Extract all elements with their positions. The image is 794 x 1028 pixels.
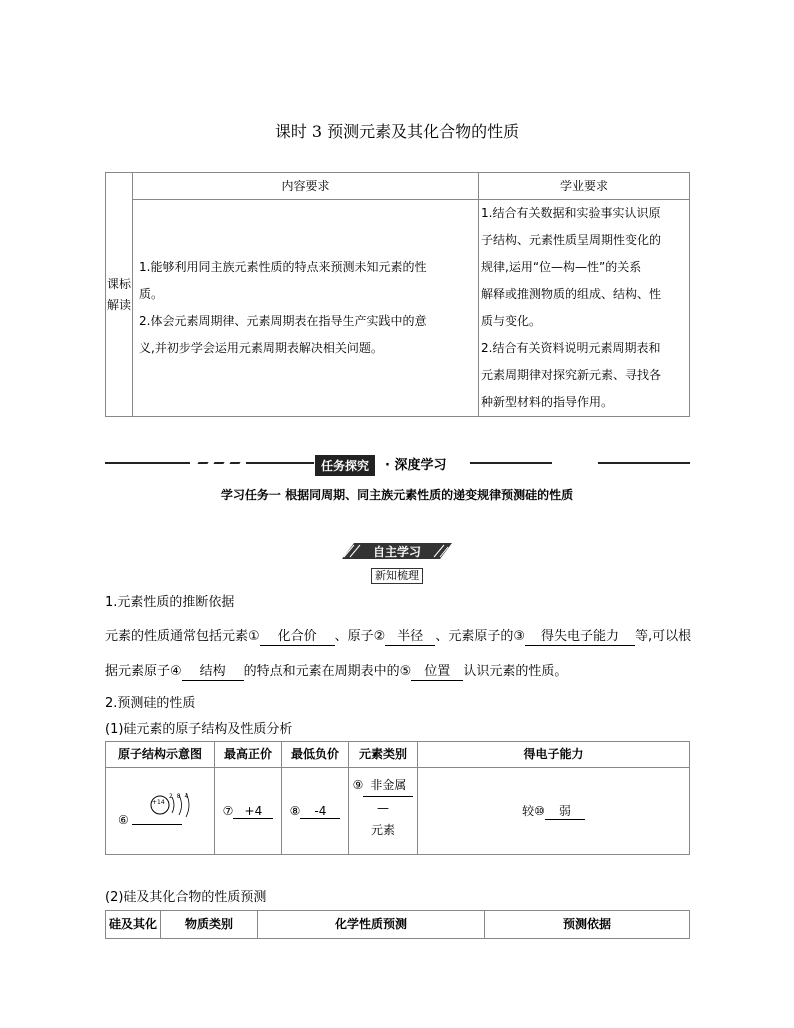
blank-number: ⑦ — [222, 803, 234, 818]
text: 元素的性质通常包括元素① — [105, 629, 260, 644]
academic-line: 种新型材料的指导作用。 — [481, 395, 614, 409]
max-valence-cell — [215, 768, 282, 855]
text: 、原子② — [334, 629, 386, 644]
side-label: 课标解读 — [106, 276, 131, 312]
page-title: 课时 3 预测元素及其化合物的性质 — [274, 122, 520, 141]
banner-subtitle: · 深度学习 — [385, 458, 447, 473]
col-header: 原子结构示意图 — [106, 742, 215, 768]
col-header: 元素类别 — [349, 742, 418, 768]
banner-box: 任务探究 — [315, 455, 375, 476]
blank-answer: 半径 — [385, 629, 435, 646]
blank-answer: 弱 — [545, 802, 585, 820]
electron-gain-cell — [418, 768, 690, 855]
content-line: 质。 — [139, 287, 164, 301]
blank-answer: 位置 — [411, 664, 463, 681]
new-knowledge-tag: 新知梳理 — [371, 568, 423, 584]
col-header: 最高正价 — [215, 742, 282, 768]
text: 、元素原子的③ — [435, 629, 525, 644]
col-header: 硅及其化 — [106, 911, 161, 939]
blank-answer: 结构 — [182, 664, 244, 681]
academic-line: 质与变化。 — [481, 314, 542, 328]
content-line: 义,并初步学会运用元素周期表解决相关问题。 — [139, 341, 383, 355]
col-header: 得电子能力 — [418, 742, 690, 768]
academic-line: 子结构、元素性质呈周期性变化的 — [481, 233, 662, 247]
section2-sub2: (2)硅及其化合物的性质预测 — [105, 890, 267, 905]
blank-number: ⑧ — [289, 803, 301, 818]
col-header: 预测依据 — [485, 911, 690, 939]
side-label-cell — [106, 173, 133, 417]
academic-line: 元素周期律对探究新元素、寻找各 — [481, 368, 662, 382]
section1-heading: 1.元素性质的推断依据 — [105, 595, 235, 610]
banner-line — [246, 462, 314, 464]
section1-line1 — [105, 629, 691, 646]
electron-shells-label: 2 8 4 — [169, 793, 190, 800]
nucleus-label: +14 — [152, 799, 165, 806]
academic-line: 规律,运用“位—构—性”的关系 — [481, 260, 642, 274]
min-valence-cell — [282, 768, 349, 855]
text: 等,可以根 — [634, 629, 692, 644]
curriculum-table — [105, 172, 690, 417]
silicon-compound-table — [105, 910, 690, 939]
academic-requirement-cell — [479, 200, 690, 417]
academic-line: 2.结合有关资料说明元素周期表和 — [481, 341, 661, 355]
section2-sub1: (1)硅元素的原子结构及性质分析 — [105, 722, 293, 737]
academic-requirement-header: 学业要求 — [479, 173, 690, 200]
banner-dash — [229, 462, 240, 464]
text: 据元素原子④ — [105, 664, 182, 679]
col-header: 化学性质预测 — [258, 911, 485, 939]
blank-line — [132, 824, 182, 825]
blank-answer: 非金属 — [363, 774, 413, 797]
content-requirement-cell — [133, 200, 479, 417]
blank-number: ⑨ — [352, 778, 364, 792]
blank-answer: -4 — [300, 804, 340, 819]
content-requirement-header: 内容要求 — [133, 173, 479, 200]
academic-line: 解释或推测物质的组成、结构、性 — [481, 287, 662, 301]
text: 的特点和元素在周期表中的⑤ — [243, 664, 412, 679]
content-line: 2.体会元素周期律、元素周期表在指导生产实践中的意 — [139, 314, 427, 328]
content-line: 1.能够利用同主族元素性质的特点来预测未知元素的性 — [139, 260, 427, 274]
atom-structure-cell — [106, 768, 215, 855]
banner-dash — [213, 462, 224, 464]
task-title: 学习任务一 根据同周期、同主族元素性质的递变规律预测硅的性质 — [220, 488, 574, 502]
banner-left-line — [105, 462, 190, 464]
blank-answer: 化合价 — [260, 629, 335, 646]
text: 认识元素的性质。 — [463, 664, 568, 679]
banner-dash — [197, 462, 208, 464]
blank-number: ⑥ — [118, 813, 129, 827]
blank-answer: +4 — [233, 804, 273, 819]
element-suffix: 元素 — [370, 823, 395, 837]
section2-heading: 2.预测硅的性质 — [105, 696, 196, 711]
comparison-text: 较⑩ — [522, 804, 545, 818]
banner-right-line — [470, 462, 552, 464]
academic-line: 1.结合有关数据和实验事实认识原 — [481, 206, 661, 220]
blank-answer: 得失电子能力 — [525, 629, 635, 646]
col-header: 物质类别 — [161, 911, 258, 939]
banner-far-right-line — [598, 462, 690, 464]
col-header: 最低负价 — [282, 742, 349, 768]
self-study-label: 自主学习 — [372, 545, 421, 559]
element-type-cell — [349, 768, 418, 855]
silicon-structure-table — [105, 741, 690, 855]
blank-dash: — — [377, 801, 389, 815]
section1-line2 — [105, 664, 567, 681]
